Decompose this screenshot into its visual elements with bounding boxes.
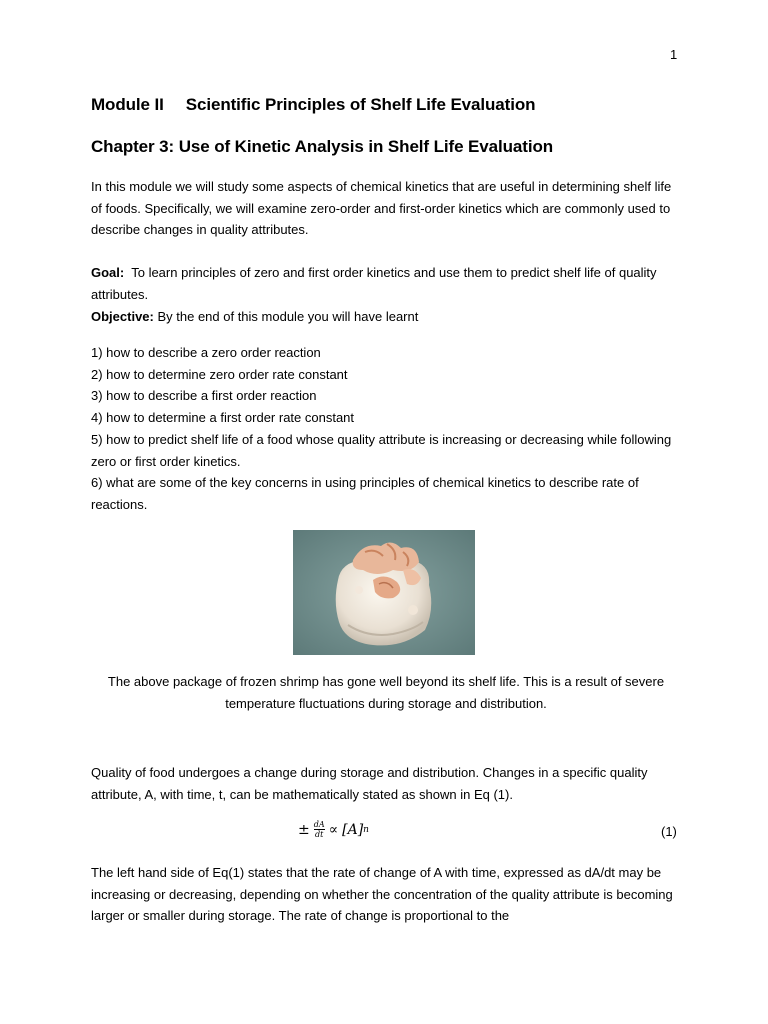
equation-exponent: n xyxy=(363,824,369,835)
plus-minus-symbol: ± xyxy=(298,821,310,838)
list-item: 2) how to determine zero order rate constant xyxy=(91,366,348,382)
page-number: 1 xyxy=(670,47,678,62)
list-item: 6) what are some of the key concerns in using principles of chemical kinetics to describe rate of reactions. xyxy=(91,475,639,512)
lhs-paragraph: The left hand side of Eq(1) states that the rate of change of A with time, expressed as dA/dt may be increasing or decreasing, depending on whether the concentration of the quality attribute is becoming larger or smaller during storage. The rate of change is proportional to the xyxy=(91,865,673,924)
list-item: 4) how to determine a first order rate constant xyxy=(91,410,355,426)
module-title: Scientific Principles of Shelf Life Evaluation xyxy=(185,95,536,114)
fraction-numerator: dA xyxy=(313,820,325,829)
module-heading xyxy=(91,95,535,115)
objective-label: Objective: xyxy=(91,309,154,324)
objectives-list xyxy=(91,342,681,516)
objective-paragraph xyxy=(91,306,681,328)
frozen-shrimp-photo xyxy=(293,530,475,655)
equation-1 xyxy=(298,820,369,839)
module-label: Module II xyxy=(91,95,164,114)
list-item: 1) how to describe a zero order reaction xyxy=(91,345,321,360)
objective-text: By the end of this module you will have learnt xyxy=(153,309,419,324)
goal-paragraph xyxy=(91,262,681,305)
equation-number: (1) xyxy=(661,824,677,839)
list-item: 5) how to predict shelf life of a food whose quality attribute is increasing or decreasing while following zero or first order kinetics. xyxy=(91,431,672,469)
intro-paragraph: In this module we will study some aspects of chemical kinetics that are useful in determining shelf life of foods. Specifically, we will examine zero-order and first-order kinetics which are commonly used to describe changes in quality attributes. xyxy=(91,179,672,238)
fraction-denominator: dt xyxy=(315,830,324,839)
quality-paragraph: Quality of food undergoes a change during storage and distribution. Changes in a specific quality attribute, A, with time, t, can be mathematically stated as shown in Eq (1). xyxy=(91,765,648,802)
goal-text: To learn principles of zero and first order kinetics and use them to predict shelf life of quality attributes. xyxy=(91,265,661,302)
proportional-symbol: ∝ xyxy=(328,821,339,838)
equation-rhs: [A] xyxy=(342,821,364,838)
derivative-fraction xyxy=(314,820,325,839)
chapter-heading: Chapter 3: Use of Kinetic Analysis in Shelf Life Evaluation xyxy=(91,137,554,156)
shrimp-illustration xyxy=(293,530,475,655)
goal-label: Goal: xyxy=(91,265,125,280)
list-item: 3) how to describe a first order reaction xyxy=(91,388,317,404)
figure-caption: The above package of frozen shrimp has gone well beyond its shelf life. This is a result of severe temperature fluctuations during storage and distribution. xyxy=(107,674,665,711)
